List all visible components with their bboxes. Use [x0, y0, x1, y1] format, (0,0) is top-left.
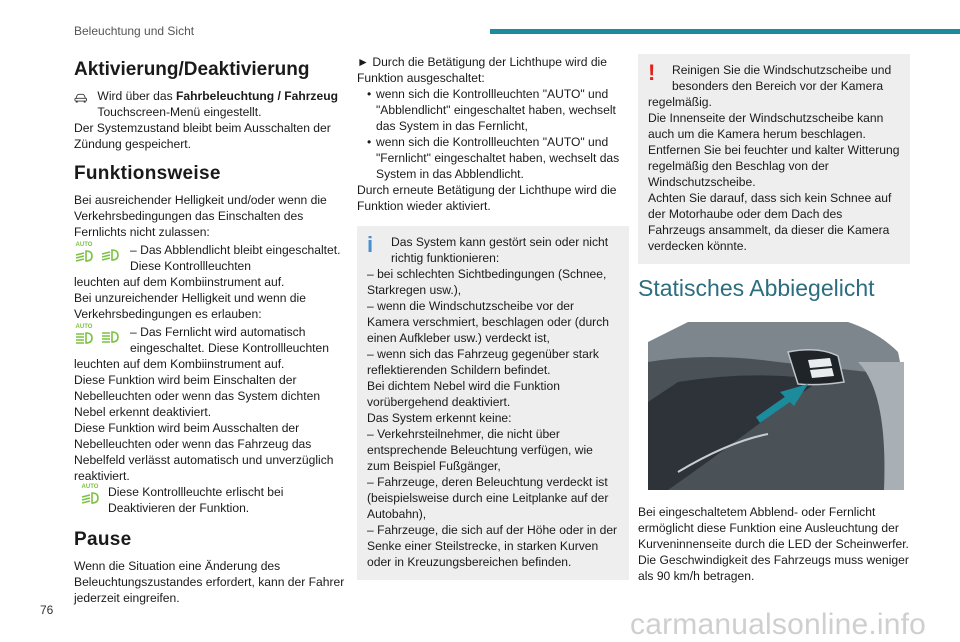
running-header: Beleuchtung und Sicht [74, 24, 195, 38]
indicator-row-high-beam: AUTO – Das Fernlicht wird automatisch eingeschaltet. Diese Kontrollleuchten [75, 324, 329, 355]
heading-abbiegelicht: Statisches Abbiegelicht [638, 275, 875, 301]
paragraph: Durch erneute Betätigung der Lichthupe wird die Funktion wieder aktiviert. [357, 183, 617, 213]
low-beam-icon [100, 248, 120, 262]
headlamp-photo [648, 322, 904, 490]
column-right [638, 54, 910, 584]
auto-low-beam-icon: AUTO [74, 242, 94, 263]
paragraph: Diese Funktion wird beim Ausschalten der Nebelleuchten oder wenn das Fahrzeug das Nebelfeld verlässt automatisch und unverzüglich reaktiviert. [74, 421, 334, 483]
watermark: carmanualsonline.info [630, 608, 927, 641]
paragraph: Wenn die Situation eine Änderung des Beleuchtungszustandes erfordert, kann der Fahrer jederzeit eingreifen. [74, 559, 345, 605]
indicator-row-low-beam: AUTO – Das Abblendlicht bleibt eingeschaltet. Diese Kontrollleuchten [75, 242, 341, 273]
auto-lamp-icon: AUTO [80, 484, 100, 505]
column-middle [357, 54, 629, 580]
info-icon: i [367, 232, 374, 257]
column-left: Aktivierung/Deaktivierung Wird über das Fahrbeleuchtung / Fahrzeug Touchscreen-Menü eingestellt. Der Systemzustand bleibt beim Ausschalten der Zündung gespeichert. Funktionsweise Bei ausreichender Helligkeit und/oder wenn die Verkehrsbedingungen das Einschalten des Fernlichts nicht zulassen: AUTO – Das Abblendlicht bleibt eingeschaltet. Diese Kontrollleuchten leuchten auf dem Kombiinstrument auf. Bei unzureichender Helligkeit und wenn die Verkehrsbedingungen es erlauben: AUTO – Das Fernlicht wird automatisch eingeschaltet. Diese Kontrollleuchten leuchten auf dem Kombiinstrument auf. Diese Funktion wird beim Einschalten der Nebelleuchten oder wenn das System dichten Nebel erkennt deaktiviert. Diese Funktion wird beim Ausschalten der Nebelleuchten oder wenn das Fahrzeug das Nebelfeld verlässt automatisch und unverzüglich reaktiviert. AUTO Diese Kontrollleuchte erlischt bei Deaktivieren der Funktion. Pause Wenn die Situation eine Änderung des Beleuchtungszustandes erfordert, kann der Fahrer jederzeit eingreifen. [74, 59, 345, 605]
paragraph: Diese Funktion wird beim Einschalten der Nebelleuchten oder wenn das System dichten Nebel erkennt deaktiviert. [74, 373, 321, 419]
menu-path: Fahrbeleuchtung / Fahrzeug [176, 89, 338, 103]
paragraph: Bei eingeschaltetem Abblend- oder Fernlicht ermöglicht diese Funktion eine Ausleuchtung der Kurveninnenseite durch die LED der Scheinwerfer. Die Geschwindigkeit des Fahrzeugs muss weniger als 90 km/h betragen. [638, 505, 909, 583]
paragraph: Bei ausreichender Helligkeit und/oder wenn die Verkehrsbedingungen das Einschalten des Fernlichts nicht zulassen: [74, 193, 327, 239]
paragraph: Der Systemzustand bleibt beim Ausschalten der Zündung gespeichert. [74, 121, 331, 151]
heading-aktivierung: Aktivierung/Deaktivierung [74, 59, 310, 80]
warning-icon: ! [648, 60, 656, 85]
info-box: i Das System kann gestört sein oder nicht richtig funktionieren: – bei schlechten Sichtbedingungen (Schnee, Starkregen usw.), – wenn die Windschutzscheibe vor der Kamera verschmiert, beschlagen oder (durch einen Aufkleber usw.) verdeckt ist, – wenn sich das Fahrzeug gegenüber stark reflektierenden Schildern befindet. Bei dichtem Nebel wird die Funktion vorübergehend deaktiviert. Das System erkennt keine: – Verkehrsteilnehmer, die nicht über entsprechende Beleuchtung verfügen, wie zum Beispiel Fußgänger, – Fahrzeuge, deren Beleuchtung verdeckt ist (beispielsweise durch eine Leitplanke auf der Autobahn), – Fahrzeuge, die sich auf der Höhe oder in der Senke einer Steilstrecke, in starken Kurven oder in Kreuzungsbereichen befinden. [357, 226, 629, 580]
list-item: • wenn sich die Kontrollleuchten "AUTO" und "Fernlicht" eingeschaltet haben, wechselt das System in das Abblendlicht. [367, 134, 629, 182]
warning-box: ! Reinigen Sie die Windschutzscheibe und besonders den Bereich vor der Kamera regelmäßig. Die Innenseite der Windschutzscheibe kann auch um die Kamera herum beschlagen. Entfernen Sie bei feuchter und kalter Witterung regelmäßig den Beschlag von der Windschutzscheibe. Achten Sie darauf, dass sich kein Schnee auf der Motorhaube oder dem Dach des Fahrzeugs ansammelt, da dieser die Kamera verdecken könnte. [638, 54, 910, 264]
indicator-row-auto: AUTO Diese Kontrollleuchte erlischt bei Deaktivieren der Funktion. [81, 484, 284, 515]
auto-high-beam-icon: AUTO [74, 324, 94, 345]
heading-funktionsweise: Funktionsweise [74, 163, 221, 184]
paragraph: ► Durch die Betätigung der Lichthupe wird die Funktion ausgeschaltet: [357, 55, 607, 85]
paragraph: Bei unzureichender Helligkeit und wenn die Verkehrsbedingungen es erlauben: [74, 291, 306, 321]
bullet-list [357, 86, 629, 182]
heading-pause: Pause [74, 529, 132, 550]
high-beam-icon [100, 330, 120, 344]
car-menu-row: Wird über das Fahrbeleuchtung / Fahrzeug Touchscreen-Menü eingestellt. [74, 88, 346, 120]
page-number: 76 [40, 603, 54, 617]
header-accent-bar [490, 29, 960, 34]
car-settings-icon [74, 90, 87, 106]
list-item: • wenn sich die Kontrollleuchten "AUTO" und "Abblendlicht" eingeschaltet haben, wechselt das System in das Fernlicht, [367, 86, 629, 134]
